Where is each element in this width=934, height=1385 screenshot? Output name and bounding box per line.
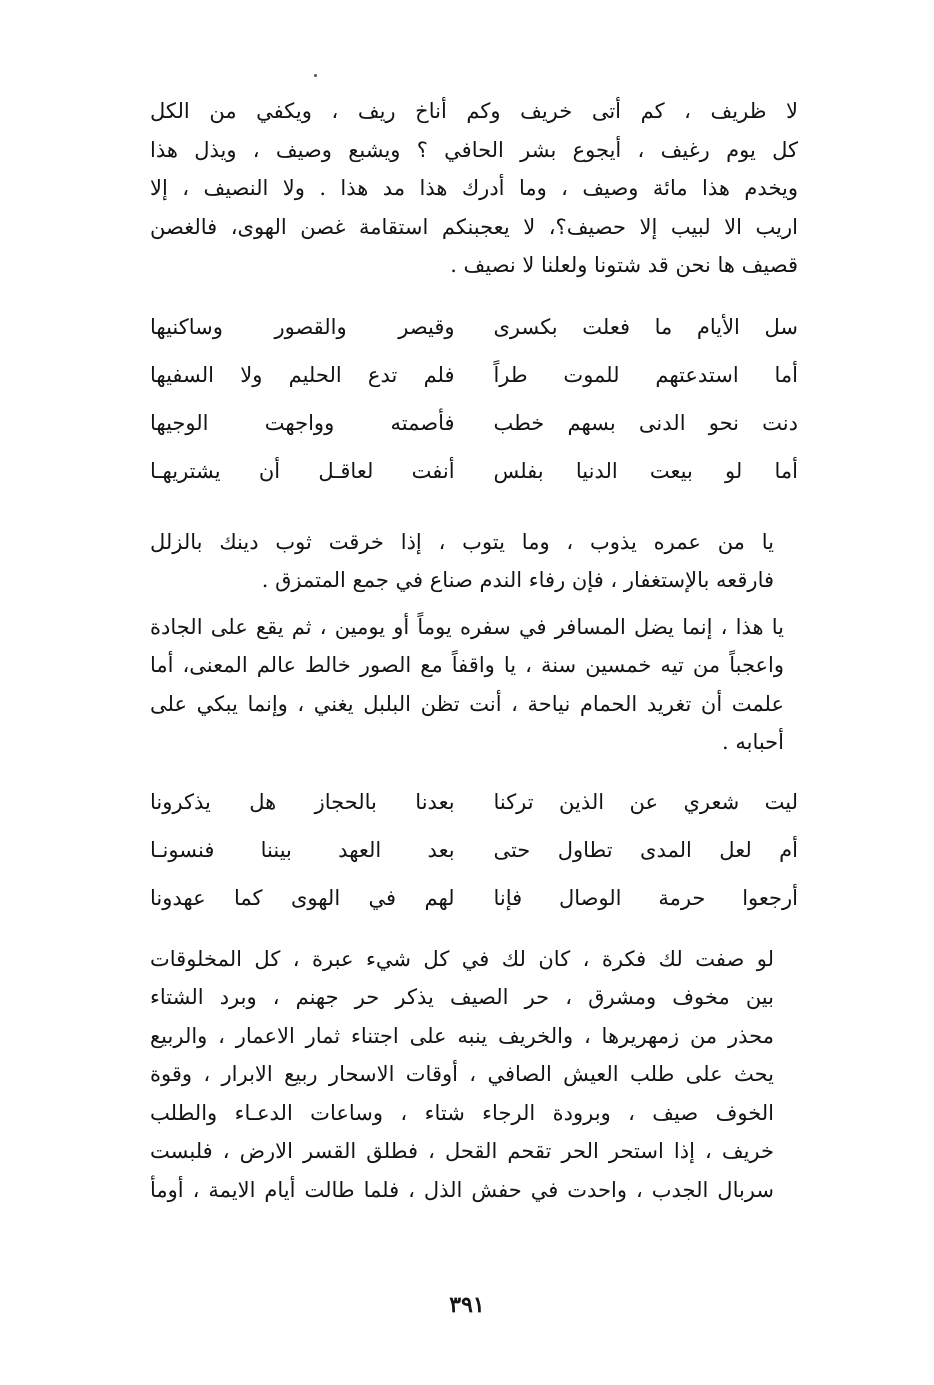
page-number: ٣٩١ [449,1292,485,1318]
verse-first-hemistich: دنت نحو الدنى بسهم خطب [493,410,798,435]
verse-line [150,826,798,874]
verse-first-hemistich: سل الأيام ما فعلت بكسرى [493,314,798,339]
verse-second-hemistich: وقيصر والقصور وساكنيها [150,314,455,339]
paragraph-2 [150,523,798,600]
spacer [150,495,798,523]
verse-line [150,399,798,447]
verse-second-hemistich: لهم في الهوى كما عهدونا [150,885,455,910]
paragraph-line: يحث على طلب العيش الصافي ، أوقات الاسحار ربيع الابرار ، وقوة [150,1062,774,1086]
paragraph-line: الخوف صيف ، وبرودة الرجاء شتاء ، وساعات الدعـاء والطلب [150,1100,774,1125]
paragraph-line: لا ظريف ، كم أتى خريف وكم أناخ ريف ، ويكفي من الكل [150,99,798,123]
paragraph-line: محذر من زمهريرها ، والخريف ينبه على اجتناء ثمار الاعمار ، والربيع [150,1023,774,1048]
paragraph-3 [150,608,798,762]
paragraph-line: لو صفت لك فكرة ، كان لك في كل شيء عبرة ، كل المخلوقات [150,946,774,971]
verse-second-hemistich: أنفت لعاقـل أن يشتريهـا [150,458,455,483]
paragraph-line: قصيف ها نحن قد شتونا ولعلنا لا نصيف . [450,253,798,277]
paragraph-line: خريف ، إذا استحر الحر تقحم القحل ، فطلق القسر الارض ، فلبست [150,1139,774,1163]
paragraph-line: ويخدم هذا مائة وصيف ، وما أدرك هذا مد هذا . ولا النصيف ، إلا [150,176,798,200]
verse-line [150,447,798,495]
verse-second-hemistich: بعد العهد بيننا فنسونـا [150,837,455,862]
paragraph-line: كل يوم رغيف ، أيجوع بشر الحافي ؟ ويشبع وصيف ، ويذل هذا [150,137,798,162]
spacer [150,600,798,608]
paragraph-line: اريب الا لبيب إلا حصيف؟، لا يعجبنكم استقامة غصن الهوى، فالغصن [150,214,798,239]
paragraph-line: فارقعه بالإستغفار ، فإن رفاء الندم صناع في جمع المتمزق . [261,568,774,592]
verse-first-hemistich: أرجعوا حرمة الوصال فإنا [493,885,798,910]
verse-line [150,778,798,826]
paragraph-4 [150,940,798,1210]
paragraph-1 [150,92,798,285]
verse-line [150,303,798,351]
verse-first-hemistich: أم لعل المدى تطاول حتى [493,837,798,862]
scan-speck [314,74,317,77]
paragraph-line: يا من عمره يذوب ، وما يتوب ، إذا خرقت ثوب دينك بالزلل [150,529,774,554]
spacer [150,922,798,940]
verse-line [150,351,798,399]
verse-second-hemistich: فأصمته وواجهت الوجيها [150,410,455,435]
verse-line [150,874,798,922]
poem-1 [150,303,798,495]
paragraph-line: علمت أن تغريد الحمام نياحة ، أنت تظن البلبل يغني ، وإنما يبكي على [150,691,784,716]
verse-second-hemistich: فلم تدع الحليم ولا السفيها [150,362,455,387]
verse-first-hemistich: أما استدعتهم للموت طراً [493,362,798,387]
paragraph-line: واعجباً من تيه خمسين سنة ، يا واقفاً مع الصور خالط عالم المعنى، أما [150,653,784,677]
verse-first-hemistich: أما لو بيعت الدنيا بفلس [493,458,798,483]
paragraph-line: أحبابه . [721,730,784,754]
verse-second-hemistich: بعدنا بالحجاز هل يذكرونا [150,789,455,814]
paragraph-line: بين مخوف ومشرق ، حر الصيف يذكر حر جهنم ، وبرد الشتاء [150,985,774,1009]
poem-2 [150,778,798,922]
verse-first-hemistich: ليت شعري عن الذين تركنا [493,789,798,814]
paragraph-line: سربال الجدب ، واحدت في حفش الذل ، فلما طالت أيام الايمة ، أومأ [150,1177,774,1202]
paragraph-line: يا هذا ، إنما يضل المسافر في سفره يوماً أو يومين ، ثم يقع على الجادة [150,614,784,639]
page-body [150,92,798,1209]
